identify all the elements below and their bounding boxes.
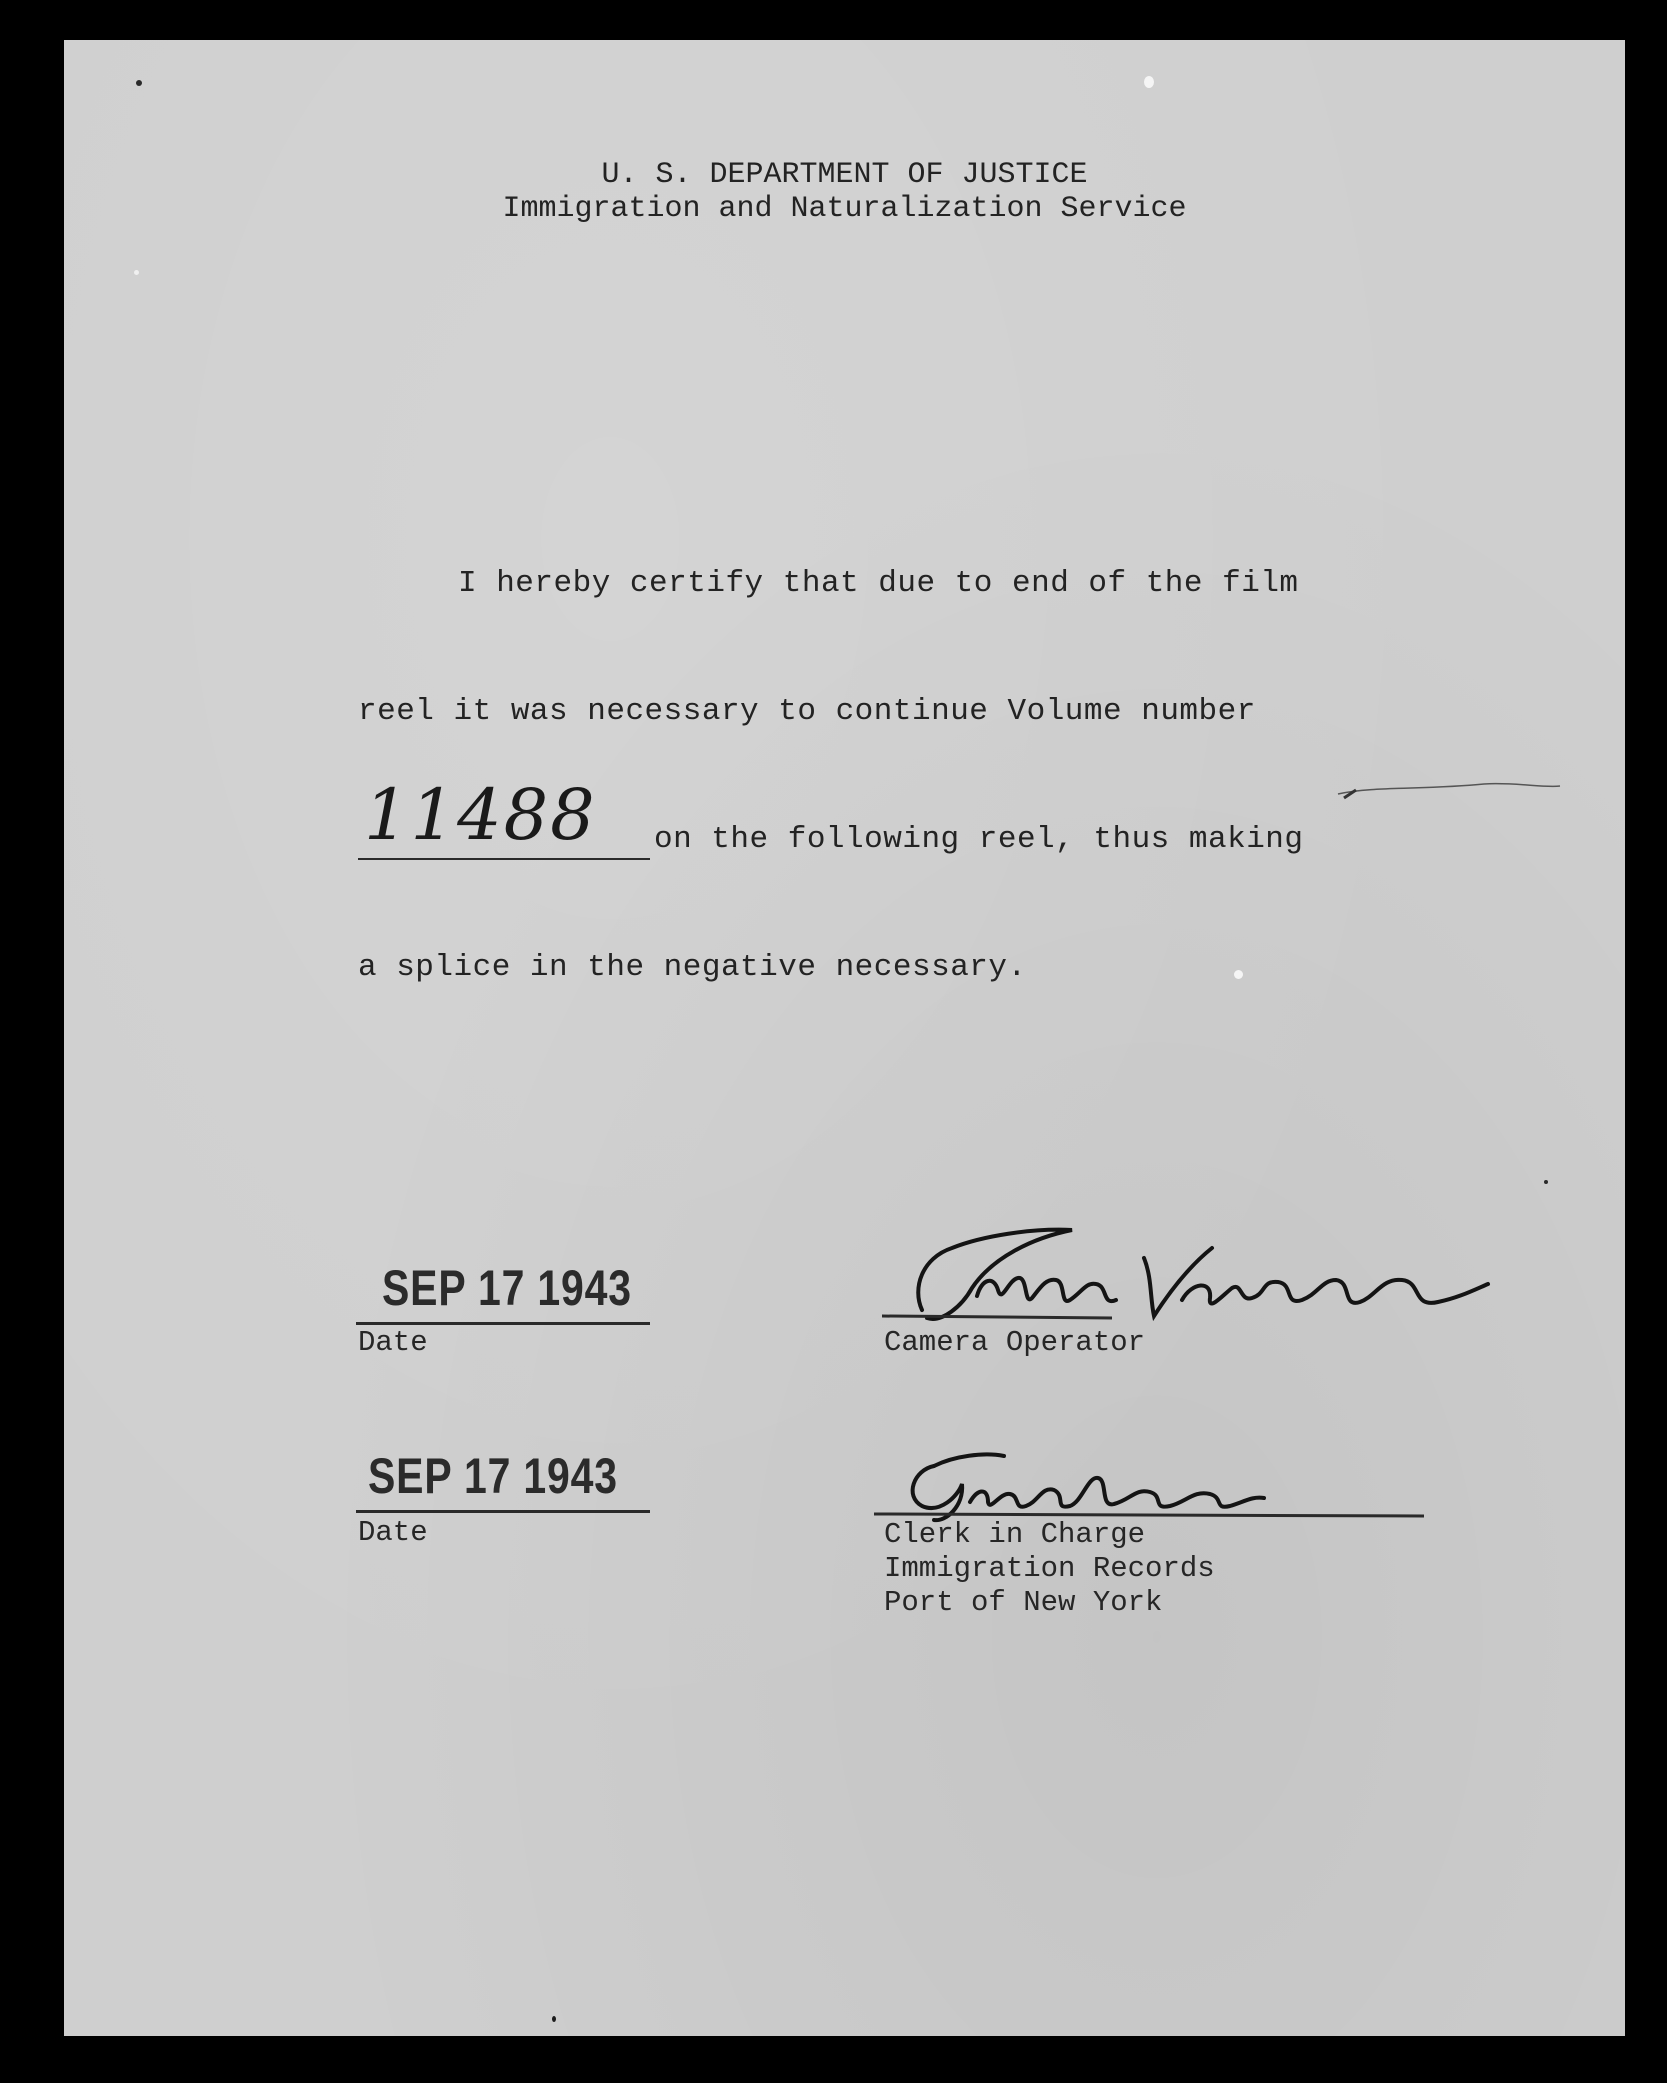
body-line-3: on the following reel, thus making (654, 822, 1304, 857)
volume-number-underline (358, 858, 650, 860)
camera-date-rule (356, 1322, 650, 1325)
scan-scratch (1334, 768, 1564, 808)
clerk-title-line-1: Clerk in Charge (884, 1518, 1146, 1551)
scan-speck (1144, 76, 1154, 88)
camera-operator-title: Camera Operator (884, 1326, 1146, 1359)
camera-date-label: Date (358, 1326, 428, 1359)
scan-speck (136, 80, 142, 86)
document-page (64, 40, 1625, 2036)
camera-date-stamp: SEP 17 1943 (382, 1260, 632, 1316)
body-line-4: a splice in the negative necessary. (358, 950, 1027, 985)
clerk-title-line-2: Immigration Records (884, 1552, 1215, 1585)
scan-speck (552, 2016, 556, 2022)
body-line-2: reel it was necessary to continue Volume number (358, 694, 1256, 729)
clerk-title-line-3: Port of New York (884, 1586, 1163, 1619)
scan-speck (134, 270, 139, 275)
service-heading: Immigration and Naturalization Service (502, 192, 1187, 226)
clerk-date-rule (356, 1510, 650, 1513)
agency-heading: U. S. DEPARTMENT OF JUSTICE (601, 158, 1088, 192)
scan-speck (1234, 970, 1243, 979)
handwritten-volume-number: 11488 (364, 774, 597, 856)
clerk-date-label: Date (358, 1516, 428, 1549)
scan-speck (1544, 1180, 1548, 1184)
body-line-1: I hereby certify that due to end of the film (458, 566, 1299, 601)
clerk-date-stamp: SEP 17 1943 (368, 1448, 618, 1504)
